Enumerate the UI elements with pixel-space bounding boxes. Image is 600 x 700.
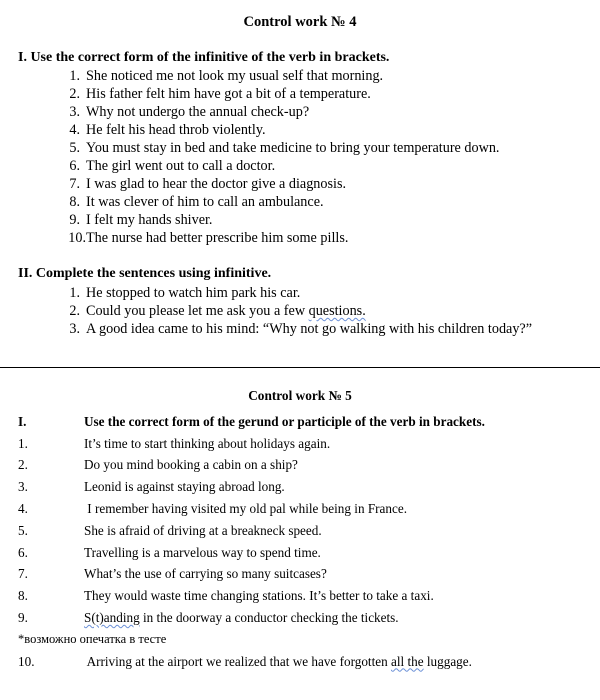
section-1-list bbox=[58, 67, 598, 247]
spellcheck-underline: S(t)anding bbox=[84, 610, 140, 626]
table-row: 3. Leonid is against staying abroad long. bbox=[18, 479, 285, 495]
table-row: 6. Travelling is a marvelous way to spend time. bbox=[18, 544, 321, 560]
table-row: 8. They would waste time changing stations. It’s better to take a taxi. bbox=[18, 588, 434, 604]
table-row: 1. It’s time to start thinking about holidays again. bbox=[18, 435, 331, 451]
spellcheck-underline: questions. bbox=[308, 303, 366, 319]
control-work-5-title: Control work № 5 bbox=[248, 388, 352, 403]
section-divider bbox=[0, 367, 600, 368]
list-item: 1. He stopped to watch him park his car. bbox=[69, 285, 301, 301]
table-row: I. Use the correct form of the gerund or participle of the verb in brackets. bbox=[18, 413, 485, 429]
table-row: 4. I remember having visited my old pal while being in France. bbox=[18, 501, 408, 517]
section-1-heading: I. Use the correct form of the infinitive of the verb in brackets. bbox=[18, 50, 390, 65]
list-item: 10. The nurse had better prescribe him some pills. bbox=[68, 230, 349, 246]
spellcheck-underline: all the bbox=[390, 653, 424, 669]
table-row: 7. What’s the use of carrying so many suitcases? bbox=[18, 566, 327, 582]
table-row: 5. She is afraid of driving at a breakneck speed. bbox=[18, 522, 322, 538]
list-item: 1. She noticed me not look my usual self that morning. bbox=[69, 68, 384, 84]
table-row: 2. Do you mind booking a cabin on a ship? bbox=[18, 457, 298, 473]
list-item: 2. Could you please let me ask you a few questions. bbox=[69, 303, 366, 319]
control-work-4-title: Control work № 4 bbox=[243, 14, 357, 30]
section-2-list bbox=[58, 284, 558, 338]
list-item: 9. I felt my hands shiver. bbox=[69, 212, 213, 228]
list-item: 6. The girl went out to call a doctor. bbox=[69, 158, 276, 174]
table-row bbox=[18, 629, 593, 651]
list-item: 2. His father felt him have got a bit of a temperature. bbox=[69, 86, 371, 102]
typo-note: *возможно опечатка в тесте bbox=[18, 632, 167, 647]
control-work-5-table bbox=[18, 411, 593, 673]
list-item: 8. It was clever of him to call an ambulance. bbox=[69, 194, 324, 210]
list-item: 7. I was glad to hear the doctor give a diagnosis. bbox=[69, 176, 347, 192]
table-row: 10. Arriving at the airport we realized that we have forgotten all the luggage. bbox=[18, 653, 472, 669]
list-item: 3. A good idea came to his mind: “Why not go walking with his children today?” bbox=[69, 321, 533, 337]
table-row: 9. S(t)anding in the doorway a conductor checking the tickets. bbox=[18, 610, 399, 626]
list-item: 5. You must stay in bed and take medicine to bring your temperature down. bbox=[69, 140, 500, 156]
list-item: 3. Why not undergo the annual check-up? bbox=[69, 104, 310, 120]
list-item: 4. He felt his head throb violently. bbox=[69, 122, 266, 138]
section-2-heading: II. Complete the sentences using infinitive. bbox=[18, 266, 272, 281]
